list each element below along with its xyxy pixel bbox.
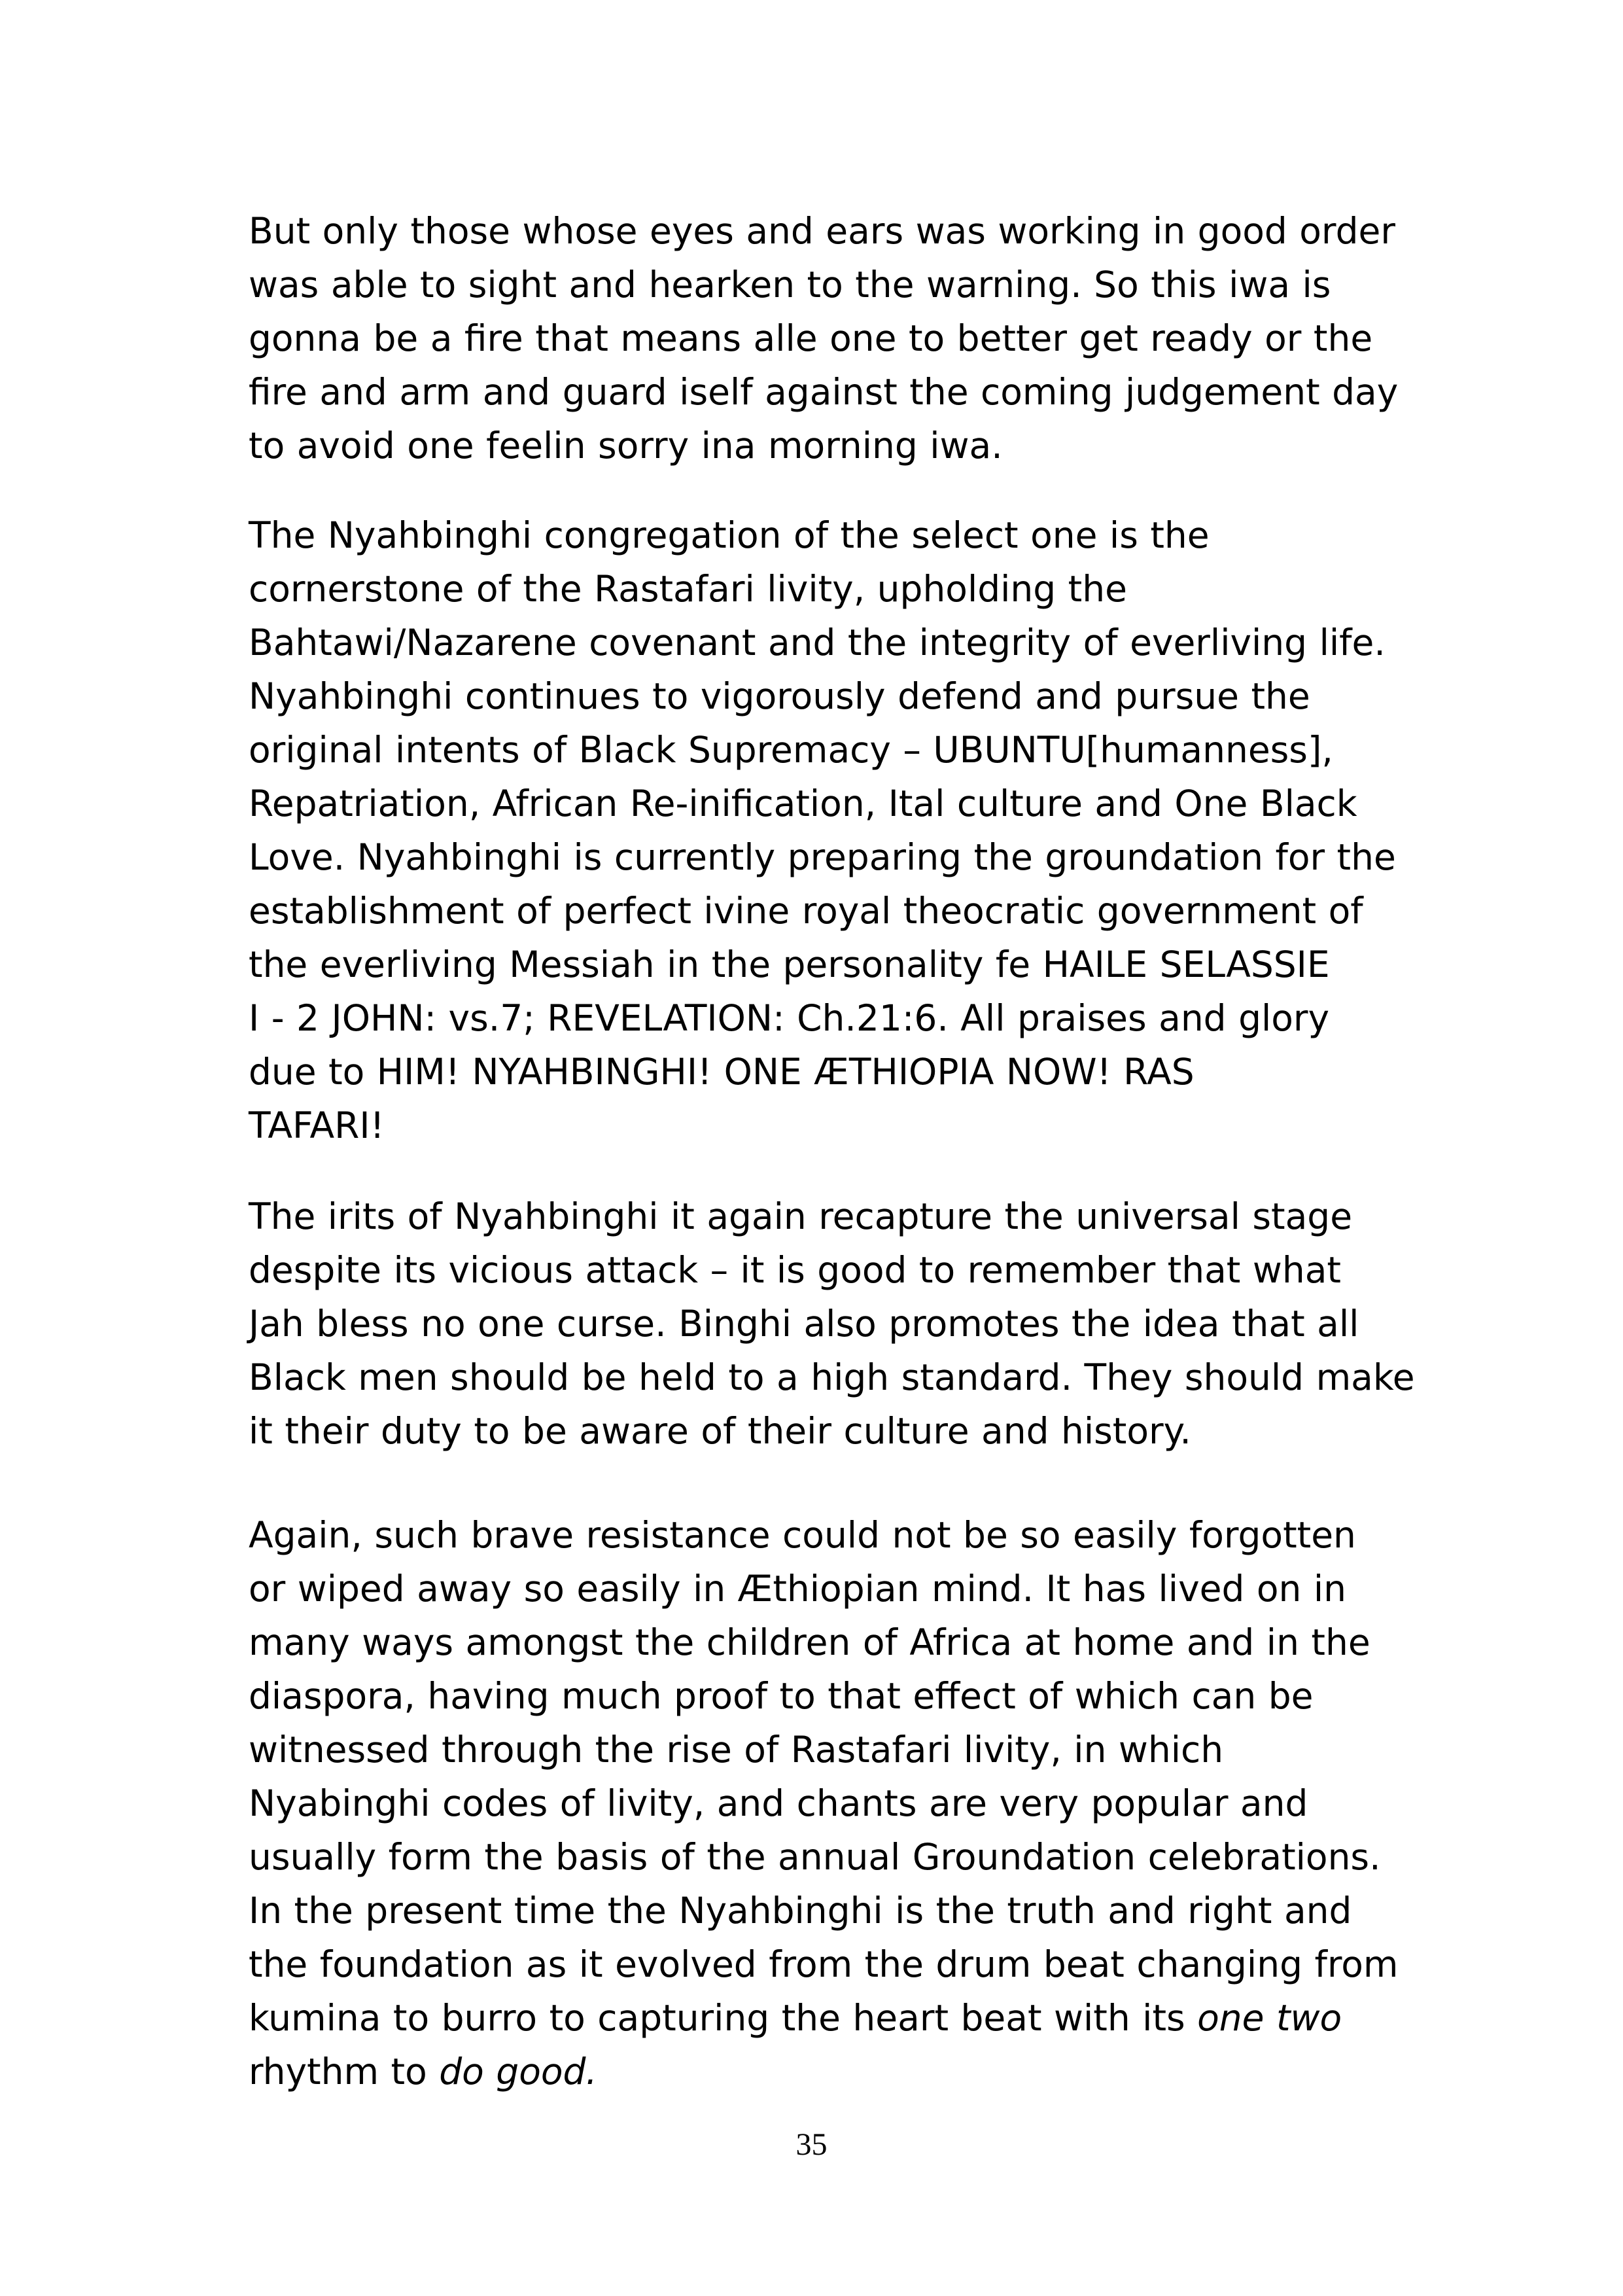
final-period: .: [585, 2051, 597, 2093]
paragraph-line: the everliving Messiah in the personality fe HAILE SELASSIE: [249, 944, 1330, 985]
paragraph-line: establishment of perfect ivine royal theocratic government of: [249, 890, 1363, 932]
paragraph-line: it their duty to be aware of their culture and history.: [249, 1410, 1191, 1452]
paragraph-line: usually form the basis of the annual Groundation celebrations.: [249, 1836, 1381, 1878]
paragraph-line: The irits of Nyahbinghi it again recapture the universal stage: [249, 1195, 1353, 1237]
paragraph-line: fire and arm and guard iself against the coming judgement day: [249, 371, 1399, 413]
paragraph-2: [249, 508, 1426, 1152]
paragraph-line: Jah bless no one curse. Binghi also promotes the idea that all: [249, 1303, 1359, 1345]
paragraph-line: due to HIM! NYAHBINGHI! ONE ÆTHIOPIA NOW! RAS: [249, 1051, 1195, 1093]
paragraph-line: original intents of Black Supremacy – UBUNTU[humanness],: [249, 729, 1333, 771]
paragraph-line: Repatriation, African Re-inification, Ital culture and One Black: [249, 783, 1357, 824]
emphasis-one-two: one two: [1197, 1997, 1342, 2039]
paragraph-line: witnessed through the rise of Rastafari livity, in which: [249, 1729, 1224, 1771]
final-line-lead: rhythm to: [249, 2051, 427, 2093]
emphasis-do-good: do good: [439, 2051, 586, 2093]
paragraph-line: I - 2 JOHN: vs.7; REVELATION: Ch.21:6. All praises and glory: [249, 997, 1330, 1039]
paragraph-line: The Nyahbinghi congregation of the select one is the: [249, 514, 1210, 556]
paragraph-final-line: [249, 2045, 1426, 2098]
paragraph-line: Black men should be held to a high standard. They should make: [249, 1356, 1415, 1398]
paragraph-line: many ways amongst the children of Africa at home and in the: [249, 1621, 1370, 1663]
paragraph-line: diaspora, having much proof to that effect of which can be: [249, 1675, 1314, 1717]
paragraph-line: TAFARI!: [249, 1104, 385, 1146]
paragraph-1: [249, 204, 1426, 472]
paragraph-4: [249, 1508, 1426, 2098]
paragraph-line-text: kumina to burro to capturing the heart beat with its: [249, 1997, 1185, 2039]
paragraph-line: gonna be a fire that means alle one to better get ready or the: [249, 317, 1373, 359]
paragraph-line: was able to sight and hearken to the warning. So this iwa is: [249, 264, 1331, 306]
paragraph-3: [249, 1190, 1426, 1458]
paragraph-line: Bahtawi/Nazarene covenant and the integrity of everliving life.: [249, 622, 1386, 663]
paragraph-line-with-emphasis: [249, 1991, 1426, 2045]
paragraph-line: cornerstone of the Rastafari livity, upholding the: [249, 568, 1127, 610]
page-number: 35: [795, 2127, 828, 2162]
paragraph-line: Nyahbinghi continues to vigorously defend and pursue the: [249, 675, 1310, 717]
paragraph-line: despite its vicious attack – it is good to remember that what: [249, 1249, 1341, 1291]
paragraph-line: Again, such brave resistance could not be so easily forgotten: [249, 1514, 1356, 1556]
paragraph-line: But only those whose eyes and ears was working in good order: [249, 210, 1395, 252]
paragraph-line: to avoid one feelin sorry ina morning iwa.: [249, 425, 1003, 467]
paragraph-line: Nyabinghi codes of livity, and chants are very popular and: [249, 1782, 1308, 1824]
paragraph-line: or wiped away so easily in Æthiopian mind. It has lived on in: [249, 1568, 1346, 1610]
paragraph-line: In the present time the Nyahbinghi is the truth and right and: [249, 1890, 1352, 1932]
paragraph-line: the foundation as it evolved from the drum beat changing from: [249, 1943, 1399, 1985]
paragraph-line: Love. Nyahbinghi is currently preparing the groundation for the: [249, 836, 1396, 878]
